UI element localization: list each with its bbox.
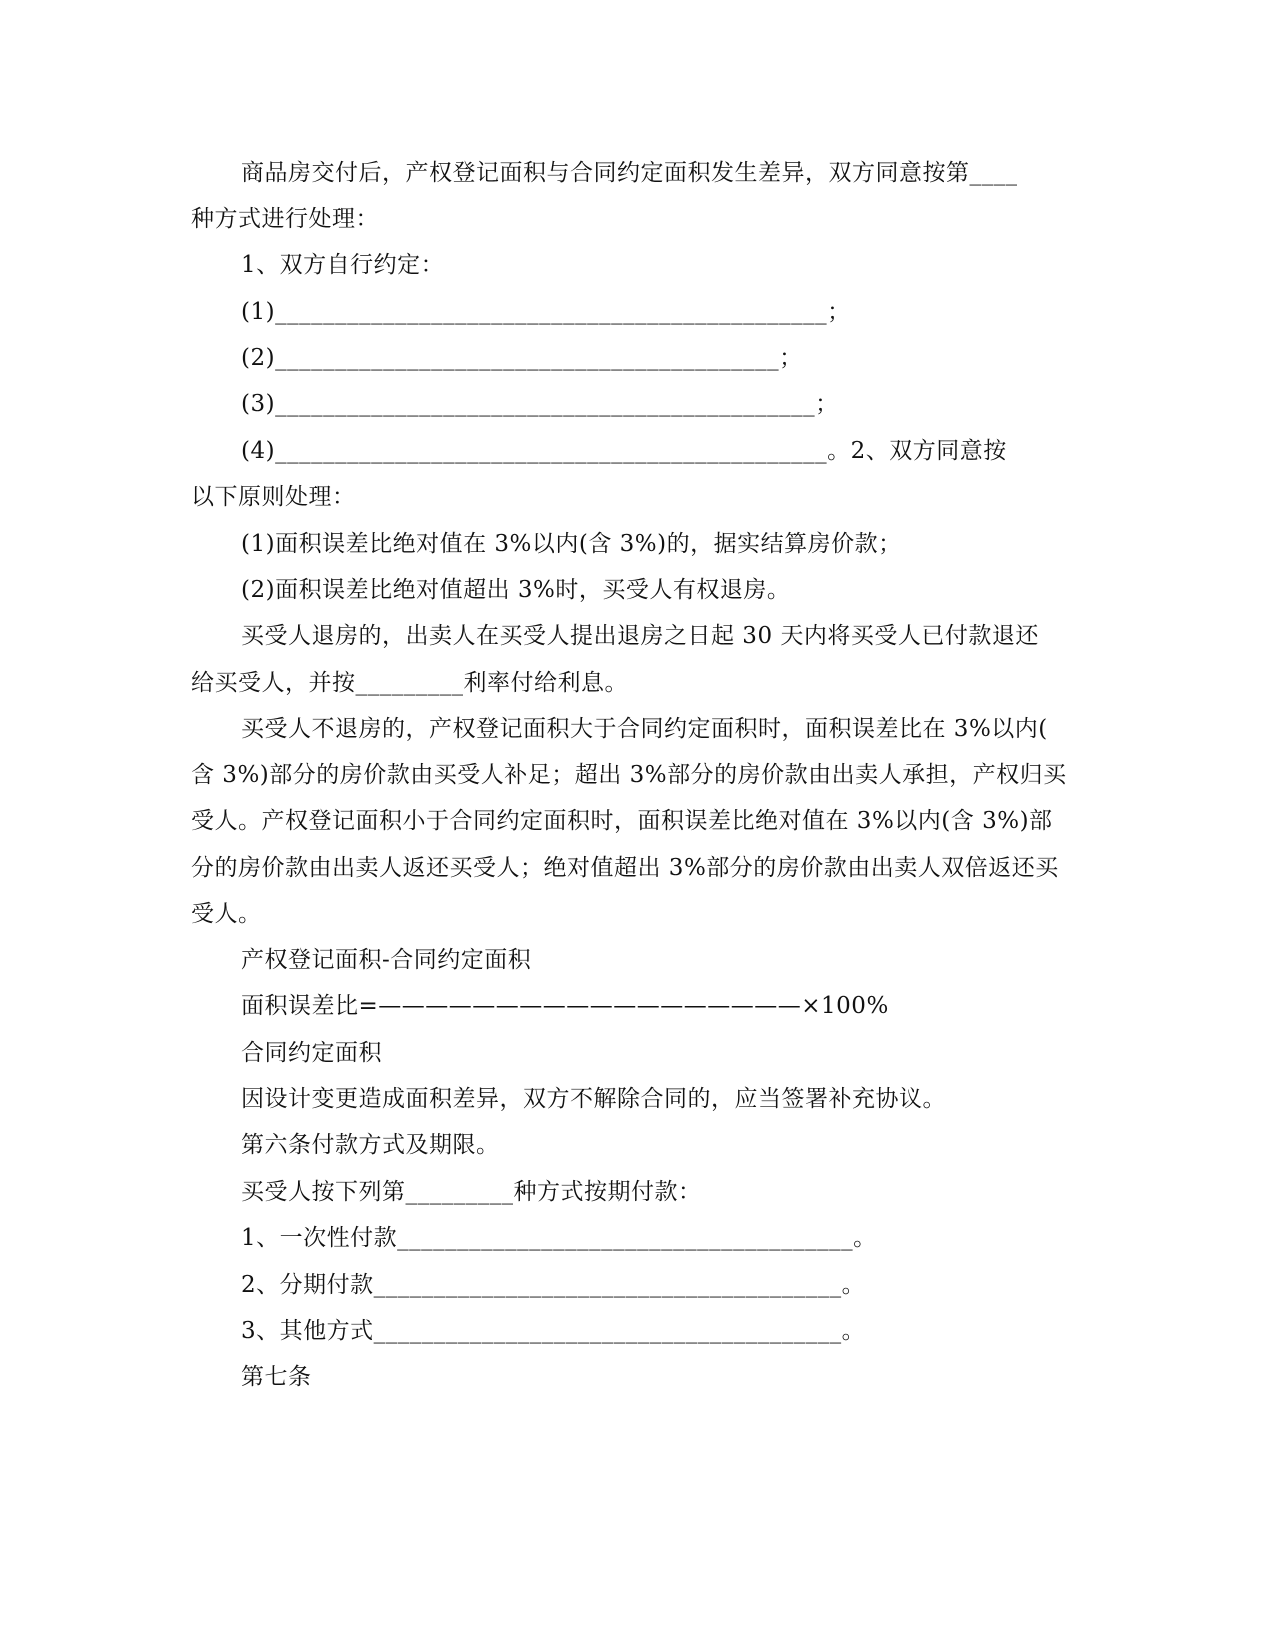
payment-option-3: 3、其他方式_______________________________________。 xyxy=(241,1318,866,1344)
formula-line: 面积误差比=——————————————————×100% xyxy=(241,993,889,1019)
principle-1: (1)面积误差比绝对值在 3%以内(含 3%)的，据实结算房价款； xyxy=(241,531,902,557)
blank-item-4: (4)______________________________________________。2、双方同意按 xyxy=(241,438,1007,464)
blank-item-1: (1)______________________________________________； xyxy=(241,299,851,325)
formula-numerator: 产权登记面积-合同约定面积 xyxy=(241,947,532,973)
paragraph-no-refund-cont-4: 受人。 xyxy=(191,901,262,927)
clause-mutual-agreement: 1、双方自行约定： xyxy=(241,252,445,278)
paragraph-no-refund-cont-3: 分的房价款由出卖人返还买受人；绝对值超出 3%部分的房价款由出卖人双倍返还买 xyxy=(191,855,1059,881)
payment-option-2: 2、分期付款_______________________________________。 xyxy=(241,1272,866,1298)
article-7-heading: 第七条 xyxy=(241,1364,312,1390)
paragraph-refund: 买受人退房的，出卖人在买受人提出退房之日起 30 天内将买受人已付款退还 xyxy=(241,623,1039,649)
principle-2: (2)面积误差比绝对值超出 3%时，买受人有权退房。 xyxy=(241,577,791,603)
paragraph-design-change: 因设计变更造成面积差异，双方不解除合同的，应当签署补充协议。 xyxy=(241,1086,946,1112)
blank-item-2: (2)__________________________________________； xyxy=(241,345,803,371)
paragraph-area-difference-cont: 种方式进行处理： xyxy=(191,206,379,232)
paragraph-no-refund: 买受人不退房的，产权登记面积大于合同约定面积时，面积误差比在 3%以内( xyxy=(241,716,1048,742)
blank-item-3: (3)_____________________________________________； xyxy=(241,391,839,417)
paragraph-no-refund-cont-1: 含 3%)部分的房价款由买受人补足；超出 3%部分的房价款由出卖人承担，产权归买 xyxy=(191,762,1067,788)
article-6-heading: 第六条付款方式及期限。 xyxy=(241,1132,500,1158)
payment-method-select: 买受人按下列第_________种方式按期付款： xyxy=(241,1179,702,1205)
principles-heading: 以下原则处理： xyxy=(191,484,356,510)
paragraph-no-refund-cont-2: 受人。产权登记面积小于合同约定面积时，面积误差比绝对值在 3%以内(含 3%)部 xyxy=(191,808,1053,834)
payment-option-1: 1、一次性付款______________________________________。 xyxy=(241,1225,877,1251)
paragraph-area-difference: 商品房交付后，产权登记面积与合同约定面积发生差异，双方同意按第____ xyxy=(241,160,1018,186)
paragraph-refund-cont: 给买受人，并按_________利率付给利息。 xyxy=(191,670,628,696)
formula-denominator: 合同约定面积 xyxy=(241,1040,382,1066)
